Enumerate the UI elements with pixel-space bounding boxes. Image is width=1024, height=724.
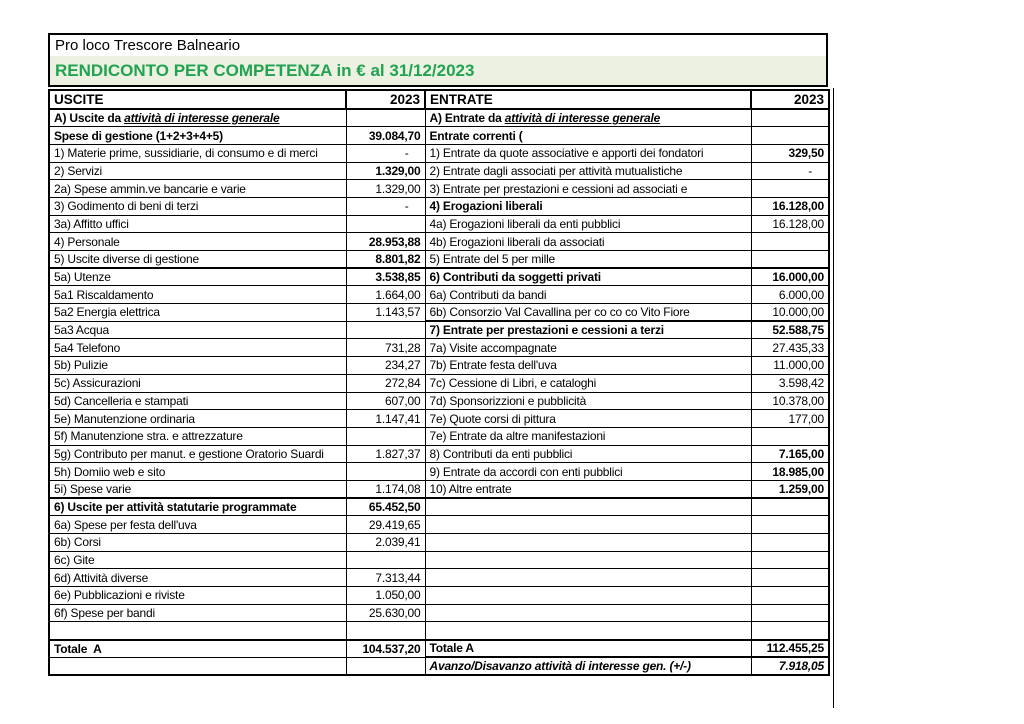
row-label: 2a) Spese ammin.ve bancarie e varie	[49, 180, 346, 198]
row-label	[425, 534, 751, 552]
row-label: 6) Uscite per attività statutarie programmate	[49, 498, 346, 516]
row-label: 5a4 Telefono	[49, 339, 346, 357]
row-label: Totale A	[425, 640, 751, 658]
table-row	[49, 109, 829, 127]
row-value: 1.664,00	[346, 286, 425, 304]
row-label: 2) Servizi	[49, 162, 346, 180]
row-value: 1.329,00	[346, 162, 425, 180]
row-value	[346, 321, 425, 339]
row-label: 7b) Entrate festa dell'uva	[425, 357, 751, 375]
row-value: 1.329,00	[346, 180, 425, 198]
row-value	[346, 551, 425, 569]
row-value: 29.419,65	[346, 516, 425, 534]
entrate-year-header: 2023	[751, 90, 829, 109]
row-label: 6b) Corsi	[49, 534, 346, 552]
table-row	[49, 392, 829, 410]
table-row	[49, 162, 829, 180]
table-row	[49, 215, 829, 233]
row-label: 5i) Spese varie	[49, 480, 346, 498]
row-label: 5f) Manutenzione stra. e attrezzature	[49, 427, 346, 445]
table-row	[49, 180, 829, 198]
table-row	[49, 127, 829, 145]
row-label: 9) Entrate da accordi con enti pubblici	[425, 463, 751, 481]
row-value	[346, 657, 425, 675]
row-label	[425, 498, 751, 516]
row-value	[346, 622, 425, 640]
row-label: 4) Personale	[49, 233, 346, 251]
row-label: 6b) Consorzio Val Cavallina per co co co Vito Fiore	[425, 304, 751, 322]
row-value: 10.378,00	[751, 392, 829, 410]
row-value	[751, 604, 829, 622]
entrate-column-header: ENTRATE	[425, 90, 751, 109]
row-value	[751, 587, 829, 605]
row-value	[751, 251, 829, 269]
row-label: 7a) Visite accompagnate	[425, 339, 751, 357]
table-row	[49, 427, 829, 445]
row-value: 272,84	[346, 374, 425, 392]
table-row	[49, 339, 829, 357]
row-label	[49, 657, 346, 675]
row-label: 10) Altre entrate	[425, 480, 751, 498]
row-value: -	[751, 162, 829, 180]
row-value: 10.000,00	[751, 304, 829, 322]
row-label: 5g) Contributo per manut. e gestione Oratorio Suardi	[49, 445, 346, 463]
table-row	[49, 410, 829, 428]
row-value: 11.000,00	[751, 357, 829, 375]
row-value	[751, 180, 829, 198]
row-label: 7e) Entrate da altre manifestazioni	[425, 427, 751, 445]
row-label: 6a) Spese per festa dell'uva	[49, 516, 346, 534]
rendiconto-sheet	[48, 33, 828, 676]
row-value: 112.455,25	[751, 640, 829, 658]
row-label: 6d) Attività diverse	[49, 569, 346, 587]
row-value: 8.801,82	[346, 251, 425, 269]
table-row	[49, 268, 829, 286]
row-value: 329,50	[751, 144, 829, 162]
row-value	[751, 534, 829, 552]
row-label	[425, 516, 751, 534]
row-label: Totale A	[49, 640, 346, 658]
row-value: 1.259,00	[751, 480, 829, 498]
table-row	[49, 587, 829, 605]
row-value	[751, 109, 829, 127]
row-value: 3.598,42	[751, 374, 829, 392]
organization-title: Pro loco Trescore Balneario	[50, 35, 826, 56]
row-label: 1) Materie prime, sussidiarie, di consumo e di merci	[49, 144, 346, 162]
row-value: 39.084,70	[346, 127, 425, 145]
row-label: A) Uscite da attività di interesse generale	[49, 109, 346, 127]
row-label: 6) Contributi da soggetti privati	[425, 268, 751, 286]
table-row	[49, 357, 829, 375]
row-label: 4a) Erogazioni liberali da enti pubblici	[425, 215, 751, 233]
row-value	[751, 233, 829, 251]
row-label-emphasis: attività di interesse generale	[504, 111, 661, 126]
row-label: 8) Contributi da enti pubblici	[425, 445, 751, 463]
row-label-emphasis: attività di interesse generale	[124, 111, 280, 126]
row-label: 5d) Cancelleria e stampati	[49, 392, 346, 410]
table-row	[49, 286, 829, 304]
row-label: 4b) Erogazioni liberali da associati	[425, 233, 751, 251]
row-value	[346, 109, 425, 127]
page-edge-line	[833, 88, 834, 708]
row-label: Spese di gestione (1+2+3+4+5)	[49, 127, 346, 145]
table-row	[49, 640, 829, 658]
row-label	[425, 551, 751, 569]
table-row	[49, 498, 829, 516]
row-label: Entrate correnti (	[425, 127, 751, 145]
row-value: 234,27	[346, 357, 425, 375]
row-value: 1.827,37	[346, 445, 425, 463]
row-value: 2.039,41	[346, 534, 425, 552]
table-row	[49, 569, 829, 587]
row-label	[425, 587, 751, 605]
rendiconto-table	[48, 89, 830, 676]
row-label: 4) Erogazioni liberali	[425, 197, 751, 215]
row-label: 5c) Assicurazioni	[49, 374, 346, 392]
header-row	[49, 90, 829, 109]
row-value: 52.588,75	[751, 321, 829, 339]
row-value: 731,28	[346, 339, 425, 357]
table-row	[49, 374, 829, 392]
row-label: 6c) Gite	[49, 551, 346, 569]
row-label: 5a) Utenze	[49, 268, 346, 286]
row-label	[425, 622, 751, 640]
table-row	[49, 463, 829, 481]
row-label: 7d) Sponsorizzioni e pubblicità	[425, 392, 751, 410]
row-label: 6a) Contributi da bandi	[425, 286, 751, 304]
row-value: 28.953,88	[346, 233, 425, 251]
row-value	[346, 427, 425, 445]
row-label: 6e) Pubblicazioni e riviste	[49, 587, 346, 605]
row-value	[751, 516, 829, 534]
row-value: 1.147,41	[346, 410, 425, 428]
table-row	[49, 445, 829, 463]
table-row	[49, 251, 829, 269]
row-value: 1.174,08	[346, 480, 425, 498]
row-value	[346, 463, 425, 481]
uscite-year-header: 2023	[346, 90, 425, 109]
row-label: 6f) Spese per bandi	[49, 604, 346, 622]
title-box	[48, 33, 828, 87]
row-label: 7e) Quote corsi di pittura	[425, 410, 751, 428]
row-value	[751, 551, 829, 569]
row-label: 7) Entrate per prestazioni e cessioni a terzi	[425, 321, 751, 339]
row-label: 5a1 Riscaldamento	[49, 286, 346, 304]
row-value: -	[346, 197, 425, 215]
row-value: 18.985,00	[751, 463, 829, 481]
table-row	[49, 516, 829, 534]
row-value: 16.128,00	[751, 215, 829, 233]
uscite-column-header: USCITE	[49, 90, 346, 109]
table-row	[49, 233, 829, 251]
row-value: 16.000,00	[751, 268, 829, 286]
table-row	[49, 480, 829, 498]
row-label: 2) Entrate dagli associati per attività mutualistiche	[425, 162, 751, 180]
row-label: 7c) Cessione di Libri, e cataloghi	[425, 374, 751, 392]
row-label: 5h) Domiio web e sito	[49, 463, 346, 481]
row-label: 3a) Affitto uffici	[49, 215, 346, 233]
row-value: 16.128,00	[751, 197, 829, 215]
row-label	[425, 604, 751, 622]
row-label	[425, 569, 751, 587]
row-label: 5e) Manutenzione ordinaria	[49, 410, 346, 428]
table-row	[49, 622, 829, 640]
table-row	[49, 534, 829, 552]
row-label: 5b) Pulizie	[49, 357, 346, 375]
row-label: 3) Entrate per prestazioni e cessioni ad associati e	[425, 180, 751, 198]
row-value	[751, 427, 829, 445]
row-value: 3.538,85	[346, 268, 425, 286]
row-value: 7.313,44	[346, 569, 425, 587]
row-value: 7.918,05	[751, 657, 829, 675]
row-value: 104.537,20	[346, 640, 425, 658]
table-row	[49, 657, 829, 675]
row-value: 1.050,00	[346, 587, 425, 605]
table-row	[49, 551, 829, 569]
row-value: 607,00	[346, 392, 425, 410]
table-row	[49, 604, 829, 622]
row-label: 1) Entrate da quote associative e apporti dei fondatori	[425, 144, 751, 162]
table-row	[49, 321, 829, 339]
row-label: 5) Entrate del 5 per mille	[425, 251, 751, 269]
row-value: 65.452,50	[346, 498, 425, 516]
row-value	[751, 127, 829, 145]
row-value: 25.630,00	[346, 604, 425, 622]
row-value: 1.143,57	[346, 304, 425, 322]
row-value: 177,00	[751, 410, 829, 428]
row-label: Avanzo/Disavanzo attività di interesse gen. (+/-)	[425, 657, 751, 675]
row-value	[751, 622, 829, 640]
row-value: -	[346, 144, 425, 162]
row-label: 5a3 Acqua	[49, 321, 346, 339]
row-value	[751, 498, 829, 516]
row-value	[346, 215, 425, 233]
row-value: 6.000,00	[751, 286, 829, 304]
row-label: 5) Uscite diverse di gestione	[49, 251, 346, 269]
row-value	[751, 569, 829, 587]
table-row	[49, 197, 829, 215]
row-label	[49, 622, 346, 640]
table-row	[49, 304, 829, 322]
report-title: RENDICONTO PER COMPETENZA in € al 31/12/2023	[50, 56, 826, 85]
row-label: 5a2 Energia elettrica	[49, 304, 346, 322]
row-value: 27.435,33	[751, 339, 829, 357]
row-label: 3) Godimento di beni di terzi	[49, 197, 346, 215]
table-row	[49, 144, 829, 162]
row-label: A) Entrate da attività di interesse generale	[425, 109, 751, 127]
row-value: 7.165,00	[751, 445, 829, 463]
